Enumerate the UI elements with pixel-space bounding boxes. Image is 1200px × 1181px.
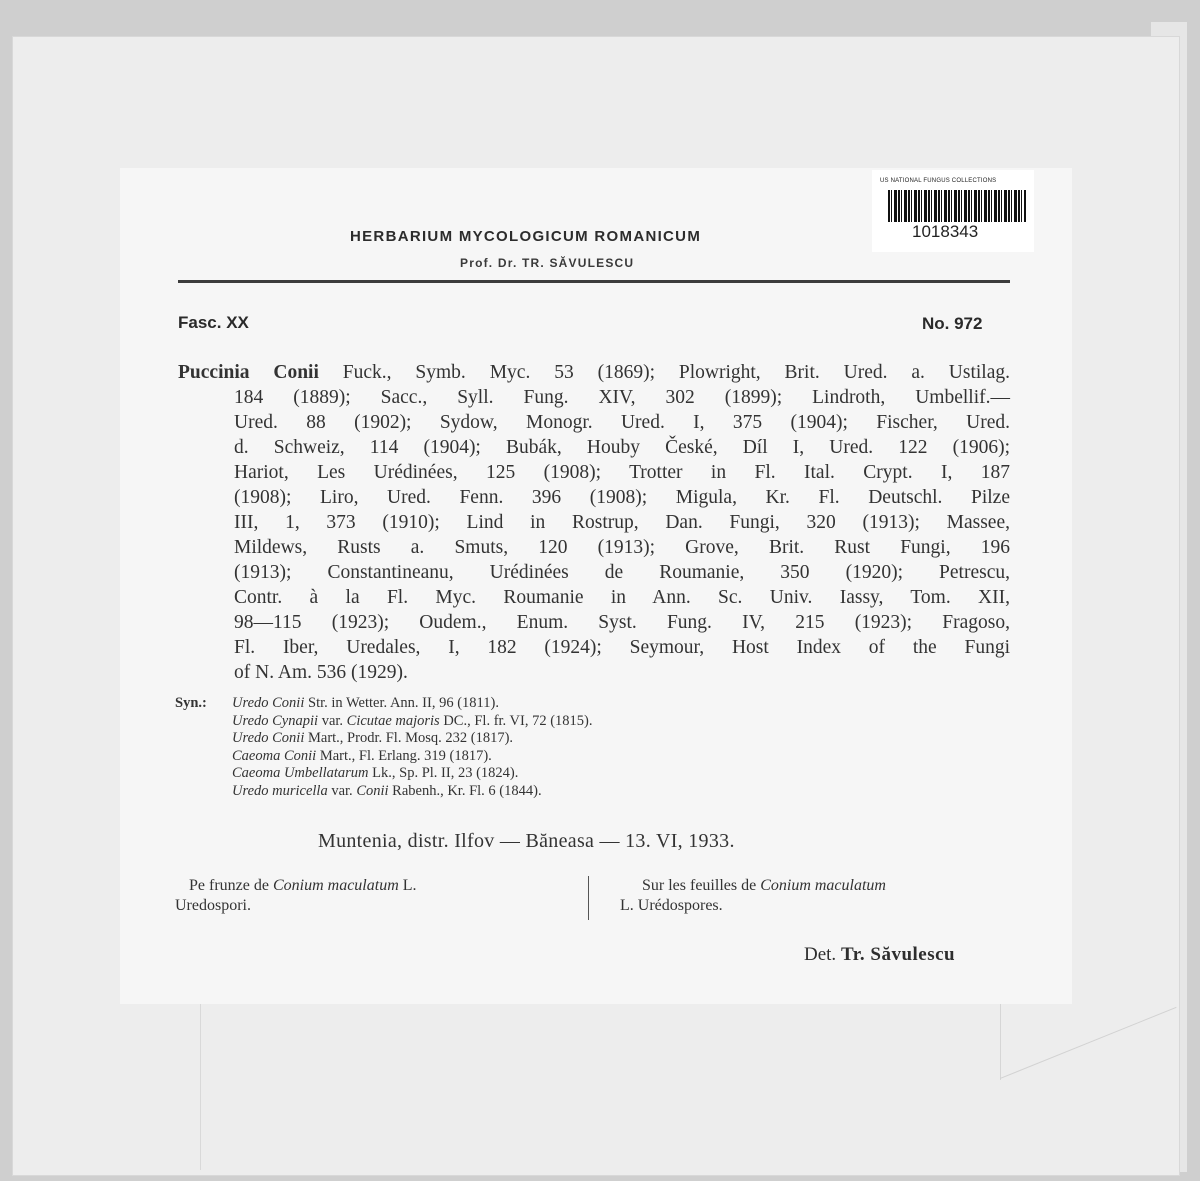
synonym-item: Uredo muricella var. Conii Rabenh., Kr. Fl. 6 (1844). [232, 782, 542, 799]
citation-block [178, 360, 1010, 685]
citation-line: Mildews, Rusts a. Smuts, 120 (1913); Grove, Brit. Rust Fungi, 196 [234, 537, 1010, 558]
citation-line: 98—115 (1923); Oudem., Enum. Syst. Fung. IV, 215 (1923); Fragoso, [234, 612, 1010, 633]
citation-line: (1908); Liro, Ured. Fenn. 396 (1908); Migula, Kr. Fl. Deutschl. Pilze [234, 487, 1010, 508]
citation-line: (1913); Constantineanu, Urédinées de Roumanie, 350 (1920); Petrescu, [234, 562, 1010, 583]
envelope-edge-left [200, 1000, 201, 1170]
synonym-item: Caeoma Conii Mart., Fl. Erlang. 319 (1817). [232, 747, 492, 764]
citation-line: Contr. à la Fl. Myc. Roumanie in Ann. Sc. Univ. Iassy, Tom. XII, [234, 587, 1010, 608]
header-rule [178, 280, 1010, 283]
synonym-item: Uredo Conii Str. in Wetter. Ann. II, 96 (1811). [232, 695, 499, 711]
citation-line: III, 1, 373 (1910); Lind in Rostrup, Dan. Fungi, 320 (1913); Massee, [234, 512, 1010, 533]
citation-line: Hariot, Les Urédinées, 125 (1908); Trotter in Fl. Ital. Crypt. I, 187 [234, 462, 1010, 483]
citation-line: Puccinia Conii Fuck., Symb. Myc. 53 (1869); Plowright, Brit. Ured. a. Ustilag. [178, 362, 1011, 383]
herbarium-title: HERBARIUM MYCOLOGICUM ROMANICUM [350, 228, 702, 245]
citation-line: Ured. 88 (1902); Sydow, Monogr. Ured. I, 375 (1904); Fischer, Ured. [234, 412, 1010, 433]
host-note-romanian: Pe frunze de Conium maculatum L. Uredospori. [175, 877, 417, 914]
citation-line: Fl. Iber, Uredales, I, 182 (1924); Seymour, Host Index of the Fungi [234, 637, 1010, 658]
citation-line: 184 (1889); Sacc., Syll. Fung. XIV, 302 (1899); Lindroth, Umbellif.— [234, 387, 1010, 408]
citation-line: d. Schweiz, 114 (1904); Bubák, Houby České, Díl I, Ured. 122 (1906); [234, 437, 1010, 458]
barcode-number: 1018343 [912, 222, 979, 241]
synonyms-label: Syn.: [175, 695, 207, 711]
synonyms-list [232, 695, 593, 800]
synonym-item: Uredo Conii Mart., Prodr. Fl. Mosq. 232 (1817). [232, 730, 514, 746]
synonym-item: Uredo Cynapii var. Cicutae majoris DC., Fl. fr. VI, 72 (1815). [232, 712, 593, 729]
envelope-edge-right [1000, 1000, 1001, 1080]
collection-locality: Muntenia, distr. Ilfov — Băneasa — 13. VI, 1933. [318, 830, 735, 852]
citation-line: of N. Am. 536 (1929). [234, 662, 408, 683]
note-divider [588, 876, 589, 920]
fascicle-label: Fasc. XX [178, 313, 249, 332]
barcode-icon [888, 190, 1026, 222]
species-name: Puccinia Conii [178, 362, 319, 383]
determiner-prefix: Det. [804, 944, 837, 965]
determiner-line [804, 944, 955, 966]
specimen-number: No. 972 [922, 314, 983, 333]
determiner-name: Tr. Săvulescu [840, 944, 956, 965]
synonym-item: Caeoma Umbellatarum Lk., Sp. Pl. II, 23 (1824). [232, 765, 519, 781]
herbarium-subtitle: Prof. Dr. TR. SĂVULESCU [460, 256, 635, 270]
barcode-label [872, 170, 1034, 252]
host-note-french: Sur les feuilles de Conium maculatum L. Urédospores. [620, 877, 886, 914]
barcode-caption: US NATIONAL FUNGUS COLLECTIONS [880, 178, 997, 184]
